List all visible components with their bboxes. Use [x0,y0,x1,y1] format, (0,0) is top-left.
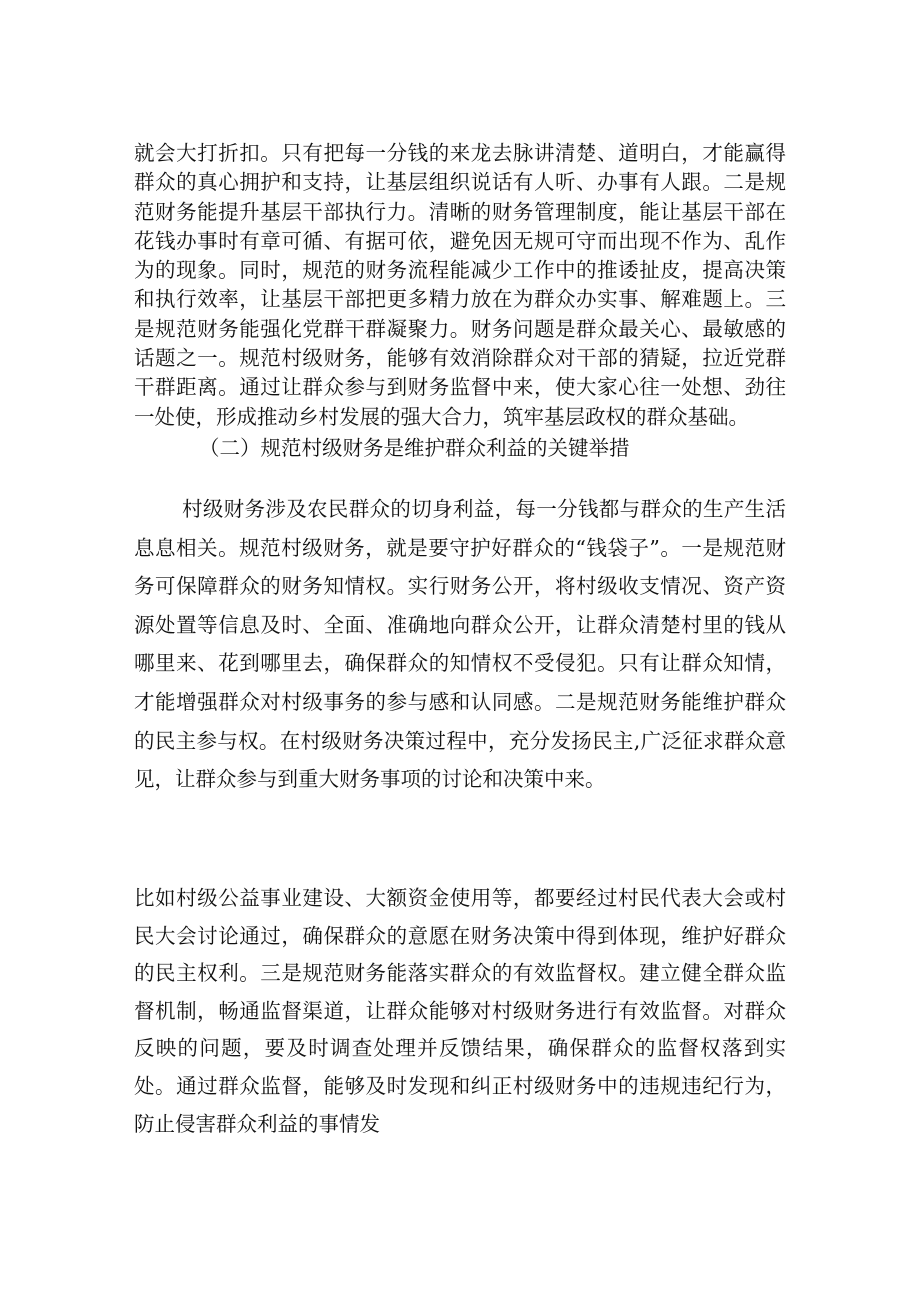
paragraph-intro-continued: 就会大打折扣。只有把每一分钱的来龙去脉讲清楚、道明白，才能赢得群众的真心拥护和支持，让基层组织说话有人听、办事有人跟。二是规范财务能提升基层干部执行力。清晰的财务管理制度，能让基层干部在花钱办事时有章可循、有据可依，避免因无规可守而出现不作为、乱作为的现象。同时，规范的财务流程能减少工作中的推诿扯皮，提高决策和执行效率，让基层干部把更多精力放在为群众办实事、解难题上。三是规范财务能强化党群干群凝聚力。财务问题是群众最关心、最敏感的话题之一。规范村级财务，能够有效消除群众对干部的猜疑，拉近党群干群距离。通过让群众参与到财务监督中来，使大家心往一处想、劲往一处使，形成推动乡村发展的强大合力，筑牢基层政权的群众基础。 [134,141,786,429]
section-heading: （二）规范村级财务是维护群众利益的关键举措 [199,436,630,460]
paragraph-section-continued: 比如村级公益事业建设、大额资金使用等，都要经过村民代表大会或村民大会讨论通过，确保群众的意愿在财务决策中得到体现，维护好群众的民主权利。三是规范财务能落实群众的有效监督权。建立健全群众监督机制，畅通监督渠道，让群众能够对村级财务进行有效监督。对群众反映的问题，要及时调查处理并反馈结果，确保群众的监督权落到实处。通过群众监督，能够及时发现和纠正村级财务中的违规违纪行为，防止侵害群众利益的事情发 [134,886,786,1136]
paragraph-section-body: 村级财务涉及农民群众的切身利益，每一分钱都与群众的生产生活息息相关。规范村级财务，就是要守护好群众的“钱袋子”。一是规范财务可保障群众的财务知情权。实行财务公开，将村级收支情况、资产资源处置等信息及时、全面、准确地向群众公开，让群众清楚村里的钱从哪里来、花到哪里去，确保群众的知情权不受侵犯。只有让群众知情，才能增强群众对村级事务的参与感和认同感。二是规范财务能维护群众的民主参与权。在村级财务决策过程中，充分发扬民主,广泛征求群众意见，让群众参与到重大财务事项的讨论和决策中来。 [134,497,786,792]
